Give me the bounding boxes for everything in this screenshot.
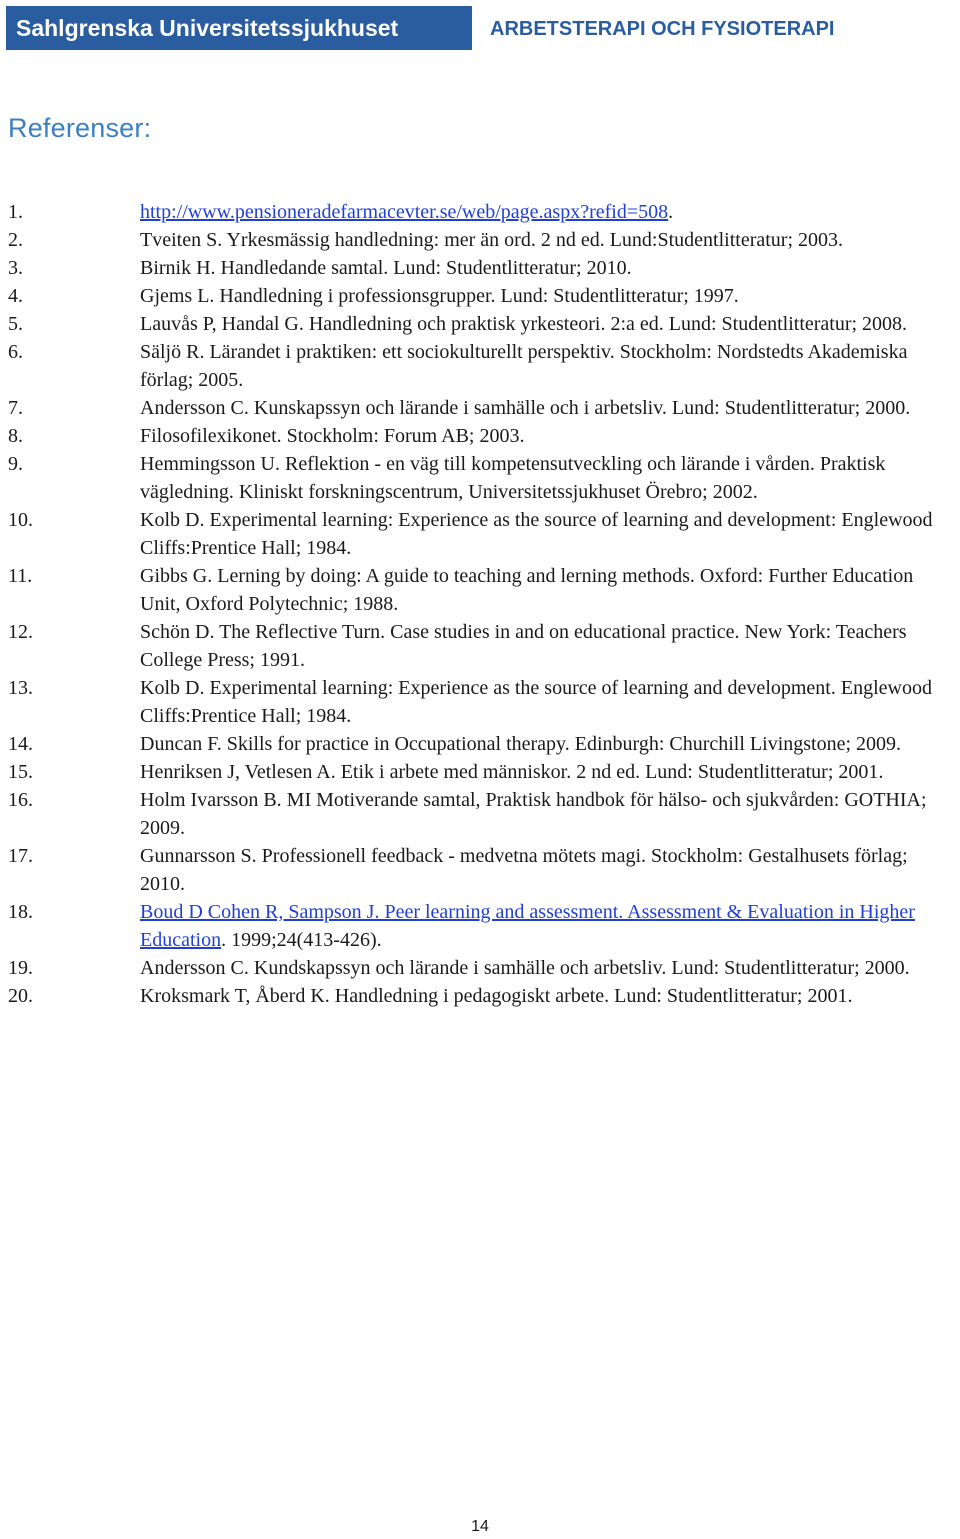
reference-item-8 [0, 422, 960, 450]
reference-number: 7. [8, 397, 23, 419]
reference-text: Schön D. The Reflective Turn. Case studies in and on educational practice. New York: Teachers College Press; 1991. [140, 621, 907, 671]
reference-text: Kolb D. Experimental learning: Experience as the source of learning and development. Englewood Cliffs:Prentice Hall; 1984. [140, 677, 932, 727]
reference-item-14 [0, 730, 960, 758]
page-header [6, 6, 956, 50]
reference-item-9 [0, 450, 960, 506]
reference-number: 3. [8, 257, 23, 279]
reference-suffix: . [668, 201, 674, 223]
reference-item-3 [0, 254, 960, 282]
reference-text: Duncan F. Skills for practice in Occupational therapy. Edinburgh: Churchill Livingstone; 2009. [140, 733, 902, 755]
reference-item-4 [0, 282, 960, 310]
reference-number: 12. [8, 621, 33, 643]
reference-item-1 [0, 198, 960, 226]
references-heading: Referenser: [8, 113, 152, 143]
reference-link[interactable]: Boud D Cohen R, Sampson J. Peer learning and assessment. Assessment & Evaluation in Higher Education [140, 901, 915, 951]
reference-item-18 [0, 898, 960, 954]
reference-text: Kroksmark T, Åberd K. Handledning i pedagogiskt arbete. Lund: Studentlitteratur; 2001. [140, 985, 853, 1007]
reference-number: 2. [8, 229, 23, 251]
reference-text [140, 898, 956, 954]
reference-item-15 [0, 758, 960, 786]
reference-text [140, 198, 956, 226]
reference-text: Andersson C. Kunskapssyn och lärande i samhälle och i arbetsliv. Lund: Studentlitteratur; 2000. [140, 397, 911, 419]
reference-text: Gibbs G. Lerning by doing: A guide to teaching and lerning methods. Oxford: Further Education Unit, Oxford Polytechnic; 1988. [140, 565, 914, 615]
reference-item-5 [0, 310, 960, 338]
reference-number: 17. [8, 845, 33, 867]
reference-item-16 [0, 786, 960, 842]
reference-number: 10. [8, 509, 33, 531]
reference-text: Filosofilexikonet. Stockholm: Forum AB; 2003. [140, 425, 525, 447]
reference-item-17 [0, 842, 960, 898]
reference-item-2 [0, 226, 960, 254]
reference-number: 1. [8, 201, 23, 223]
reference-number: 19. [8, 957, 33, 979]
reference-text: Holm Ivarsson B. MI Motiverande samtal, Praktisk handbok för hälso- och sjukvården: GOTHIA; 2009. [140, 789, 927, 839]
reference-number: 14. [8, 733, 33, 755]
reference-item-10 [0, 506, 960, 562]
reference-text: Säljö R. Lärandet i praktiken: ett sociokulturellt perspektiv. Stockholm: Nordstedts Akademiska förlag; 2005. [140, 341, 908, 391]
reference-suffix: . 1999;24(413-426). [221, 929, 382, 951]
reference-text: Kolb D. Experimental learning: Experience as the source of learning and development: Englewood Cliffs:Prentice Hall; 1984. [140, 509, 933, 559]
reference-number: 9. [8, 453, 23, 475]
reference-number: 5. [8, 313, 23, 335]
reference-number: 20. [8, 985, 33, 1007]
reference-number: 4. [8, 285, 23, 307]
reference-number: 6. [8, 341, 23, 363]
reference-number: 15. [8, 761, 33, 783]
reference-text: Gjems L. Handledning i professionsgrupper. Lund: Studentlitteratur; 1997. [140, 285, 739, 307]
reference-number: 11. [8, 565, 33, 587]
reference-item-6 [0, 338, 960, 394]
reference-text: Lauvås P, Handal G. Handledning och praktisk yrkesteori. 2:a ed. Lund: Studentlitteratur; 2008. [140, 313, 908, 335]
reference-text: Gunnarsson S. Professionell feedback - medvetna mötets magi. Stockholm: Gestalhusets förlag; 2010. [140, 845, 908, 895]
reference-list [0, 198, 960, 1010]
reference-number: 8. [8, 425, 23, 447]
reference-text: Tveiten S. Yrkesmässig handledning: mer än ord. 2 nd ed. Lund:Studentlitteratur; 2003. [140, 229, 844, 251]
reference-number: 18. [8, 901, 33, 923]
department-logo: ARBETSTERAPI OCH FYSIOTERAPI [490, 18, 835, 40]
reference-item-19 [0, 954, 960, 982]
reference-text: Andersson C. Kundskapssyn och lärande i samhälle och arbetsliv. Lund: Studentlitteratur; 2000. [140, 957, 910, 979]
reference-number: 16. [8, 789, 33, 811]
reference-item-11 [0, 562, 960, 618]
hospital-logo: Sahlgrenska Universitetssjukhuset [6, 6, 472, 50]
reference-item-7 [0, 394, 960, 422]
reference-link[interactable]: http://www.pensioneradefarmacevter.se/web/page.aspx?refid=508 [140, 201, 669, 223]
reference-text: Henriksen J, Vetlesen A. Etik i arbete med människor. 2 nd ed. Lund: Studentlitteratur; 2001. [140, 761, 884, 783]
reference-item-12 [0, 618, 960, 674]
reference-item-13 [0, 674, 960, 730]
reference-item-20 [0, 982, 960, 1010]
reference-text: Hemmingsson U. Reflektion - en väg till kompetensutveckling och lärande i vården. Praktisk vägledning. Kliniskt forskningscentrum, Universitetssjukhuset Örebro; 2002. [140, 453, 886, 503]
reference-number: 13. [8, 677, 33, 699]
reference-text: Birnik H. Handledande samtal. Lund: Studentlitteratur; 2010. [140, 257, 632, 279]
page-number: 14 [471, 1518, 489, 1535]
